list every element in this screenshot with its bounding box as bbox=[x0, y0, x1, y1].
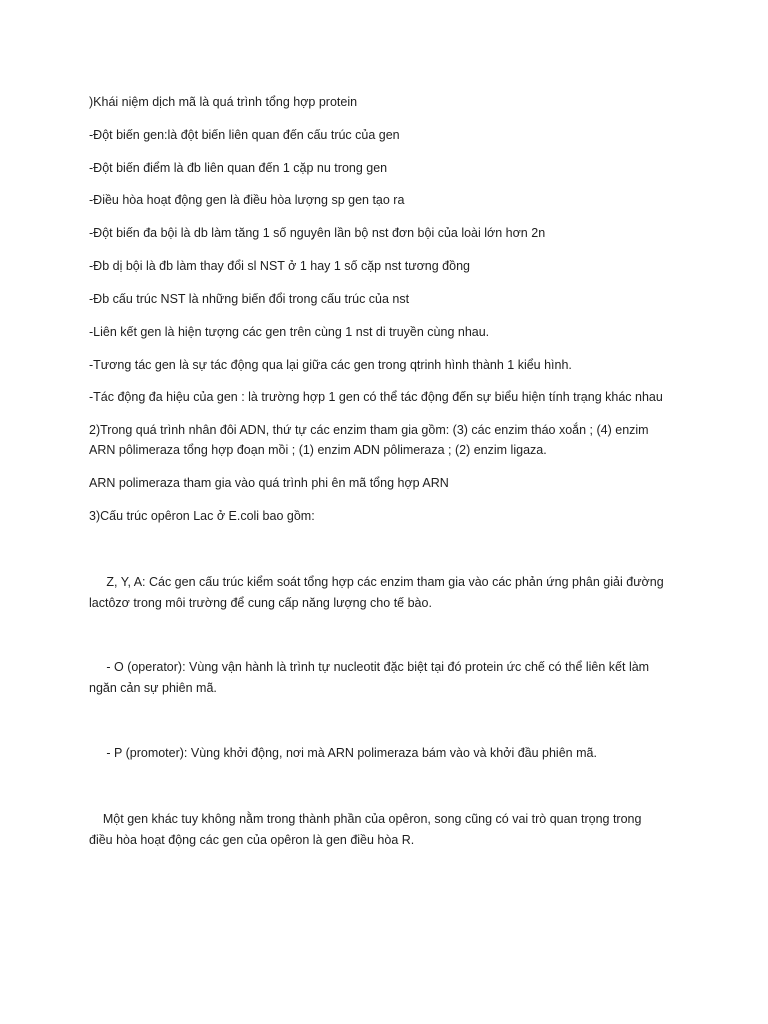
text-line-arn-polymerase: ARN polimeraza tham gia vào quá trình phi ên mã tổng hợp ARN bbox=[89, 476, 449, 490]
text-line-concept-translation: )Khái niệm dịch mã là quá trình tổng hợp protein bbox=[89, 95, 358, 109]
text-line-gene-regulation: -Điều hòa hoạt động gen là điều hòa lượng sp gen tạo ra bbox=[89, 193, 405, 207]
text-line-promoter: - P (promoter): Vùng khởi động, nơi mà ARN polimeraza bám vào và khởi đầu phiên mã. bbox=[89, 746, 597, 760]
text-line-operon-zya-1: Z, Y, A: Các gen cấu trúc kiểm soát tổng hợp các enzim tham gia vào các phản ứng phân giải đường bbox=[89, 575, 664, 589]
text-line-gene-mutation: -Đột biến gen:là đột biến liên quan đến cấu trúc của gen bbox=[89, 128, 400, 142]
text-line-regulator-gene-2: điều hòa hoạt động các gen của opêron là gen điều hòa R. bbox=[89, 833, 415, 847]
text-line-pleiotropy: -Tác động đa hiệu của gen : là trường hợp 1 gen có thể tác động đến sự biểu hiện tính trạng khác nhau bbox=[89, 390, 663, 404]
text-line-aneuploidy: -Đb dị bội là đb làm thay đổi sl NST ở 1 hay 1 số cặp nst tương đồng bbox=[89, 259, 470, 273]
text-line-gene-interaction: -Tương tác gen là sự tác động qua lại giữa các gen trong qtrinh hình thành 1 kiểu hình. bbox=[89, 358, 572, 372]
text-line-gene-linkage: -Liên kết gen là hiện tượng các gen trên cùng 1 nst di truyền cùng nhau. bbox=[89, 325, 490, 339]
text-line-replication-enzymes-2: ARN pôlimeraza tổng hợp đoạn mồi ; (1) enzim ADN pôlimeraza ; (2) enzim ligaza. bbox=[89, 443, 547, 457]
text-line-operon-zya-2: lactôzơ trong môi trường để cung cấp năng lượng cho tế bào. bbox=[89, 596, 432, 610]
text-line-regulator-gene-1: Một gen khác tuy không nằm trong thành phần của opêron, song cũng có vai trò quan trọng trong bbox=[89, 812, 642, 826]
text-line-structural-mutation: -Đb cấu trúc NST là những biến đổi trong cấu trúc của nst bbox=[89, 292, 410, 306]
text-line-operon-heading: 3)Cấu trúc opêron Lac ở E.coli bao gồm: bbox=[89, 509, 315, 523]
text-line-operator-2: ngăn cản sự phiên mã. bbox=[89, 681, 217, 695]
text-line-replication-enzymes-1: 2)Trong quá trình nhân đôi ADN, thứ tự các enzim tham gia gồm: (3) các enzim tháo xoắn ; (4) enzim bbox=[89, 423, 649, 437]
text-line-polyploidy: -Đột biến đa bội là db làm tăng 1 số nguyên lần bộ nst đơn bội của loài lớn hơn 2n bbox=[89, 226, 546, 240]
text-line-point-mutation: -Đột biến điểm là đb liên quan đến 1 cặp nu trong gen bbox=[89, 161, 388, 175]
text-line-operator-1: - O (operator): Vùng vận hành là trình tự nucleotit đặc biệt tại đó protein ức chế có thể liên kết làm bbox=[89, 660, 650, 674]
